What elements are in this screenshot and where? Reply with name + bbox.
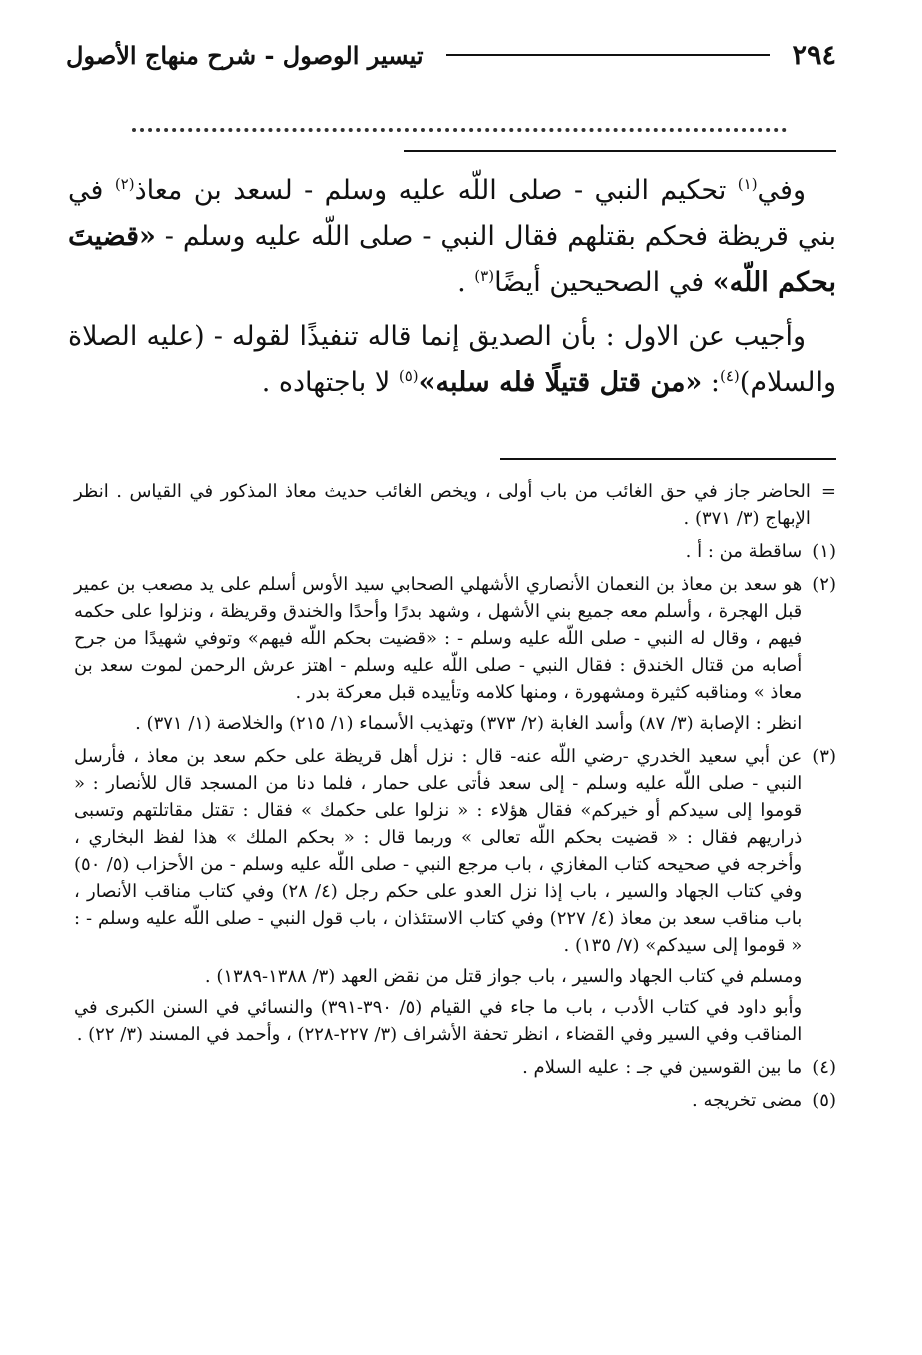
page-number: ٢٩٤ xyxy=(792,39,836,71)
footnote-4: (٤) ما بين القوسين في جـ : عليه السلام . xyxy=(522,1057,836,1078)
footnote-2: (٢) هو سعد بن معاذ بن النعمان الأنصاري الأشهلي الصحابي سيد الأوس أسلم على يد مصعب بن عمير قبل الهجرة ، وأسلم معه جميع بني الأشهل ، وشهد بدرًا وأحدًا والخندق وقريظة ، ونزلوا على حكمه فيهم ، وقال له النبي - صلى اللّه عليه وسلم - : «قضيت بحكم اللّه فيهم» وتوفي شهيدًا من جرح أصابه من قتال الخندق : فقال النبي - صلى اللّه عليه وسلم - اهتز عرش الرحمن لموت سعد بن معاذ » ومناقبه كثيرة ومشهورة ، ومنها كلامه وتأييده قبل معركة بدر . انظر : الإصابة (٣/ ٨٧) وأسد الغابة (٢/ ٣٧٣) وتهذيب الأسماء (١/ ٢١٥) والخلاصة (١/ ٣٧١) . xyxy=(74,574,836,734)
footnote-ref-2: (٢) xyxy=(114,175,135,193)
section-rule xyxy=(404,150,836,152)
footnote-ref-5: (٥) xyxy=(398,367,419,385)
footnote-1: (١) ساقطة من : أ . xyxy=(685,541,836,562)
quote-hadith-2: «من قتل قتيلًا فله سلبه» xyxy=(418,367,703,398)
header-rule xyxy=(446,54,771,56)
quote-hadith-1: «قضيتَ بحكم اللّه» xyxy=(68,221,836,298)
main-text xyxy=(68,168,836,414)
running-title: تيسير الوصول - شرح منهاج الأصول xyxy=(66,40,424,70)
footnote-3: (٣) عن أبي سعيد الخدري -رضي اللّه عنه- قال : نزل أهل قريظة على حكم سعد بن معاذ ، فأرسل النبي - صلى اللّه عليه وسلم - إلى سعد فأتى على حمار ، فلما دنا من المسجد قال للأنصار : « قوموا إلى سيدكم أو خيركم» فقال هؤلاء : « نزلوا على حكمك » فقال : تقتل مقاتلتهم وتسبى ذراريهم فقال : « قضيت بحكم اللّه تعالى » وربما قال : « بحكم الملك » هذا لفظ البخاري ، وأخرجه في صحيحه كتاب المغازي ، باب مرجع النبي - صلى اللّه عليه وسلم - من الأحزاب (٥/ ٥٠) وفي كتاب الجهاد والسير ، باب إذا نزل العدو على حكم رجل (٤/ ٢٨) وفي كتاب مناقب الأنصار ، باب مناقب سعد بن معاذ (٤/ ٢٢٧) وفي كتاب الاستئذان ، باب قول النبي - صلى اللّه عليه وسلم - : « قوموا إلى سيدكم» (٧/ ١٣٥) . ومسلم في كتاب الجهاد والسير ، باب جواز قتل من نقض العهد (٣/ ١٣٨٨-١٣٨٩) . وأبو داود في كتاب الأدب ، باب ما جاء في القيام (٥/ ٣٩٠-٣٩١) والنسائي في السنن الكبرى في المناقب وفي السير وفي القضاء ، انظر تحفة الأشراف (٣/ ٢٢٧-٢٢٨) ، وأحمد في المسند (٣/ ٢٢) . xyxy=(74,746,836,1045)
dotted-separator xyxy=(132,112,787,132)
footnote-continuation: = الحاضر جاز في حق الغائب من باب أولى ، ويخص الغائب حديث معاذ المذكور في القياس . انظر الإبهاج (٣/ ٣٧١) . xyxy=(74,481,836,529)
footnote-rule xyxy=(500,458,836,460)
paragraph-2: وأجيب عن الاول : بأن الصديق إنما قاله تنفيذًا لقوله - (عليه الصلاة والسلام)$^{(٤)}$: «من قتل قتيلًا فله سلبه»$^{(٥)}$ لا باجتهاده . xyxy=(68,321,836,398)
footnote-5: (٥) مضى تخريجه . xyxy=(692,1090,836,1111)
footnote-ref-3: (٣) xyxy=(474,267,495,285)
page-header xyxy=(66,30,836,80)
footnotes xyxy=(74,478,836,1120)
footnote-ref-4: (٤) xyxy=(720,367,740,385)
footnote-ref-1: (١) xyxy=(737,175,758,193)
paragraph-1: وفي$^{(١)}$ تحكيم النبي - صلى اللّه عليه وسلم - لسعد بن معاذ$^{(٢)}$ في بني قريظة فحكم بقتلهم فقال النبي - صلى اللّه عليه وسلم - «قضيتَ بحكم اللّه» في الصحيحين أيضًا$^{(٣)}$ . xyxy=(68,175,836,298)
